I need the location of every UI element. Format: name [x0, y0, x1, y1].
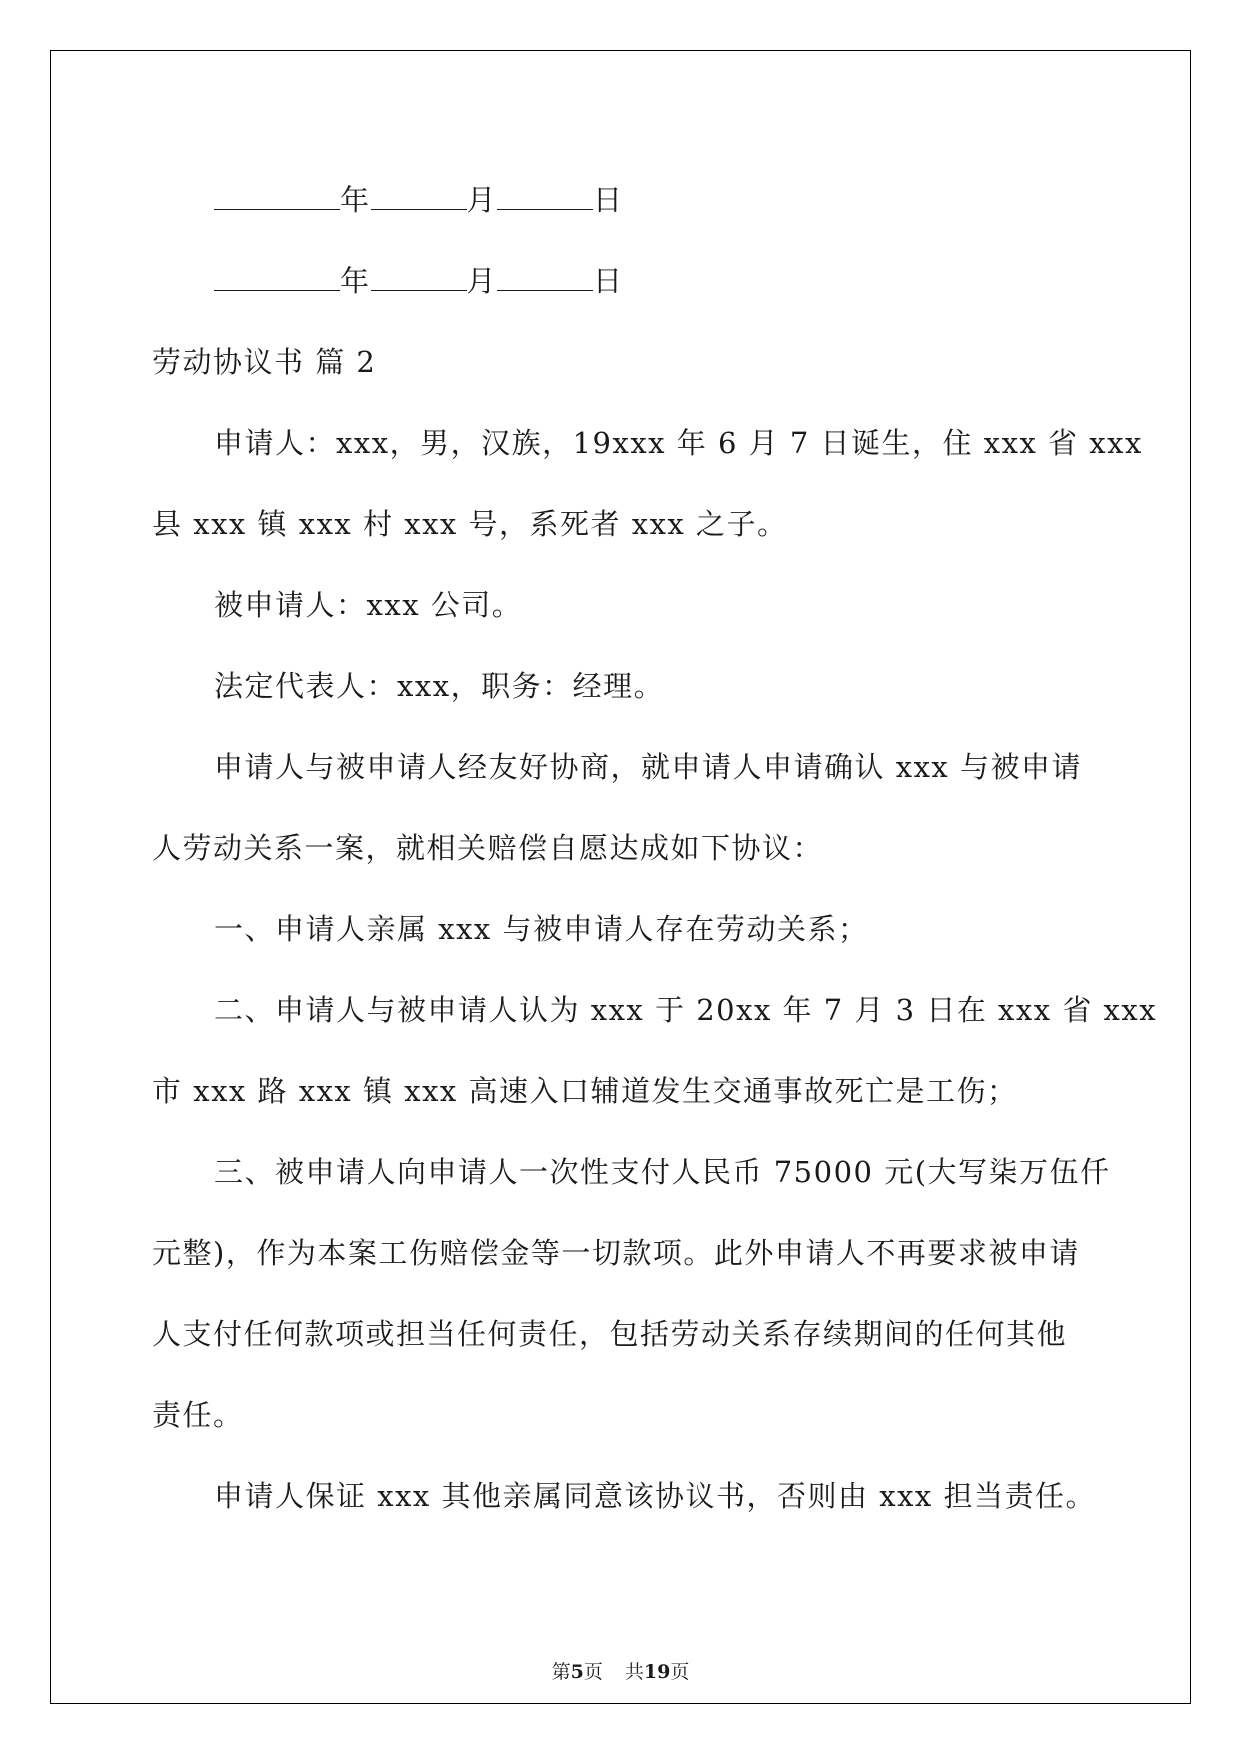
current-page-number: 5: [570, 1661, 584, 1683]
text-line: 申请人：xxx，男，汉族，19xxx 年 6 月 7 日诞生，住 xxx 省 xxx: [214, 426, 1143, 460]
year-label: 年: [340, 183, 371, 217]
day-blank[interactable]: [497, 181, 593, 210]
day-blank[interactable]: [497, 262, 593, 291]
text-line: 元整)，作为本案工伤赔偿金等一切款项。此外申请人不再要求被申请: [152, 1236, 1080, 1270]
text-line: 人劳动关系一案，就相关赔偿自愿达成如下协议：: [152, 831, 824, 865]
month-label: 月: [466, 183, 498, 217]
text-line: 被申请人：xxx 公司。: [214, 588, 523, 622]
text-line: 法定代表人：xxx，职务：经理。: [214, 669, 665, 703]
text-line: 三、被申请人向申请人一次性支付人民币 75000 元(大写柒万伍仟: [214, 1155, 1111, 1189]
text-line: 责任。: [152, 1398, 244, 1432]
day-label: 日: [593, 264, 624, 298]
footer-total-suffix: 页: [670, 1661, 690, 1683]
text-line: 申请人保证 xxx 其他亲属同意该协议书，否则由 xxx 担当责任。: [214, 1479, 1097, 1513]
footer-total-prefix: 共: [624, 1661, 644, 1683]
text-line: 申请人与被申请人经友好协商，就申请人申请确认 xxx 与被申请: [214, 750, 1083, 784]
text-line: 市 xxx 路 xxx 镇 xxx 高速入口辅道发生交通事故死亡是工伤；: [152, 1074, 1018, 1108]
text-line: 县 xxx 镇 xxx 村 xxx 号，系死者 xxx 之子。: [152, 507, 788, 541]
year-label: 年: [340, 264, 371, 298]
page-footer: [0, 1657, 1241, 1684]
text-line: 人支付任何款项或担当任何责任，包括劳动关系存续期间的任何其他: [152, 1317, 1068, 1351]
paragraph-list: [152, 403, 1158, 1537]
footer-page-word: 页: [583, 1661, 603, 1683]
text-line: 二、申请人与被申请人认为 xxx 于 20xx 年 7 月 3 日在 xxx 省 xxx: [214, 993, 1158, 1027]
month-label: 月: [466, 264, 498, 298]
date-line-1: [152, 160, 1092, 241]
section-heading: 劳动协议书 篇 2: [152, 345, 377, 379]
date-line-2: [152, 241, 1092, 322]
footer-prefix: 第: [551, 1661, 571, 1683]
month-blank[interactable]: [371, 262, 467, 291]
year-blank[interactable]: [214, 181, 340, 210]
day-label: 日: [593, 183, 624, 217]
month-blank[interactable]: [371, 181, 467, 210]
text-line: 一、申请人亲属 xxx 与被申请人存在劳动关系；: [214, 912, 869, 946]
document-body: [152, 160, 1158, 1537]
total-page-number: 19: [643, 1661, 671, 1683]
year-blank[interactable]: [214, 262, 340, 291]
